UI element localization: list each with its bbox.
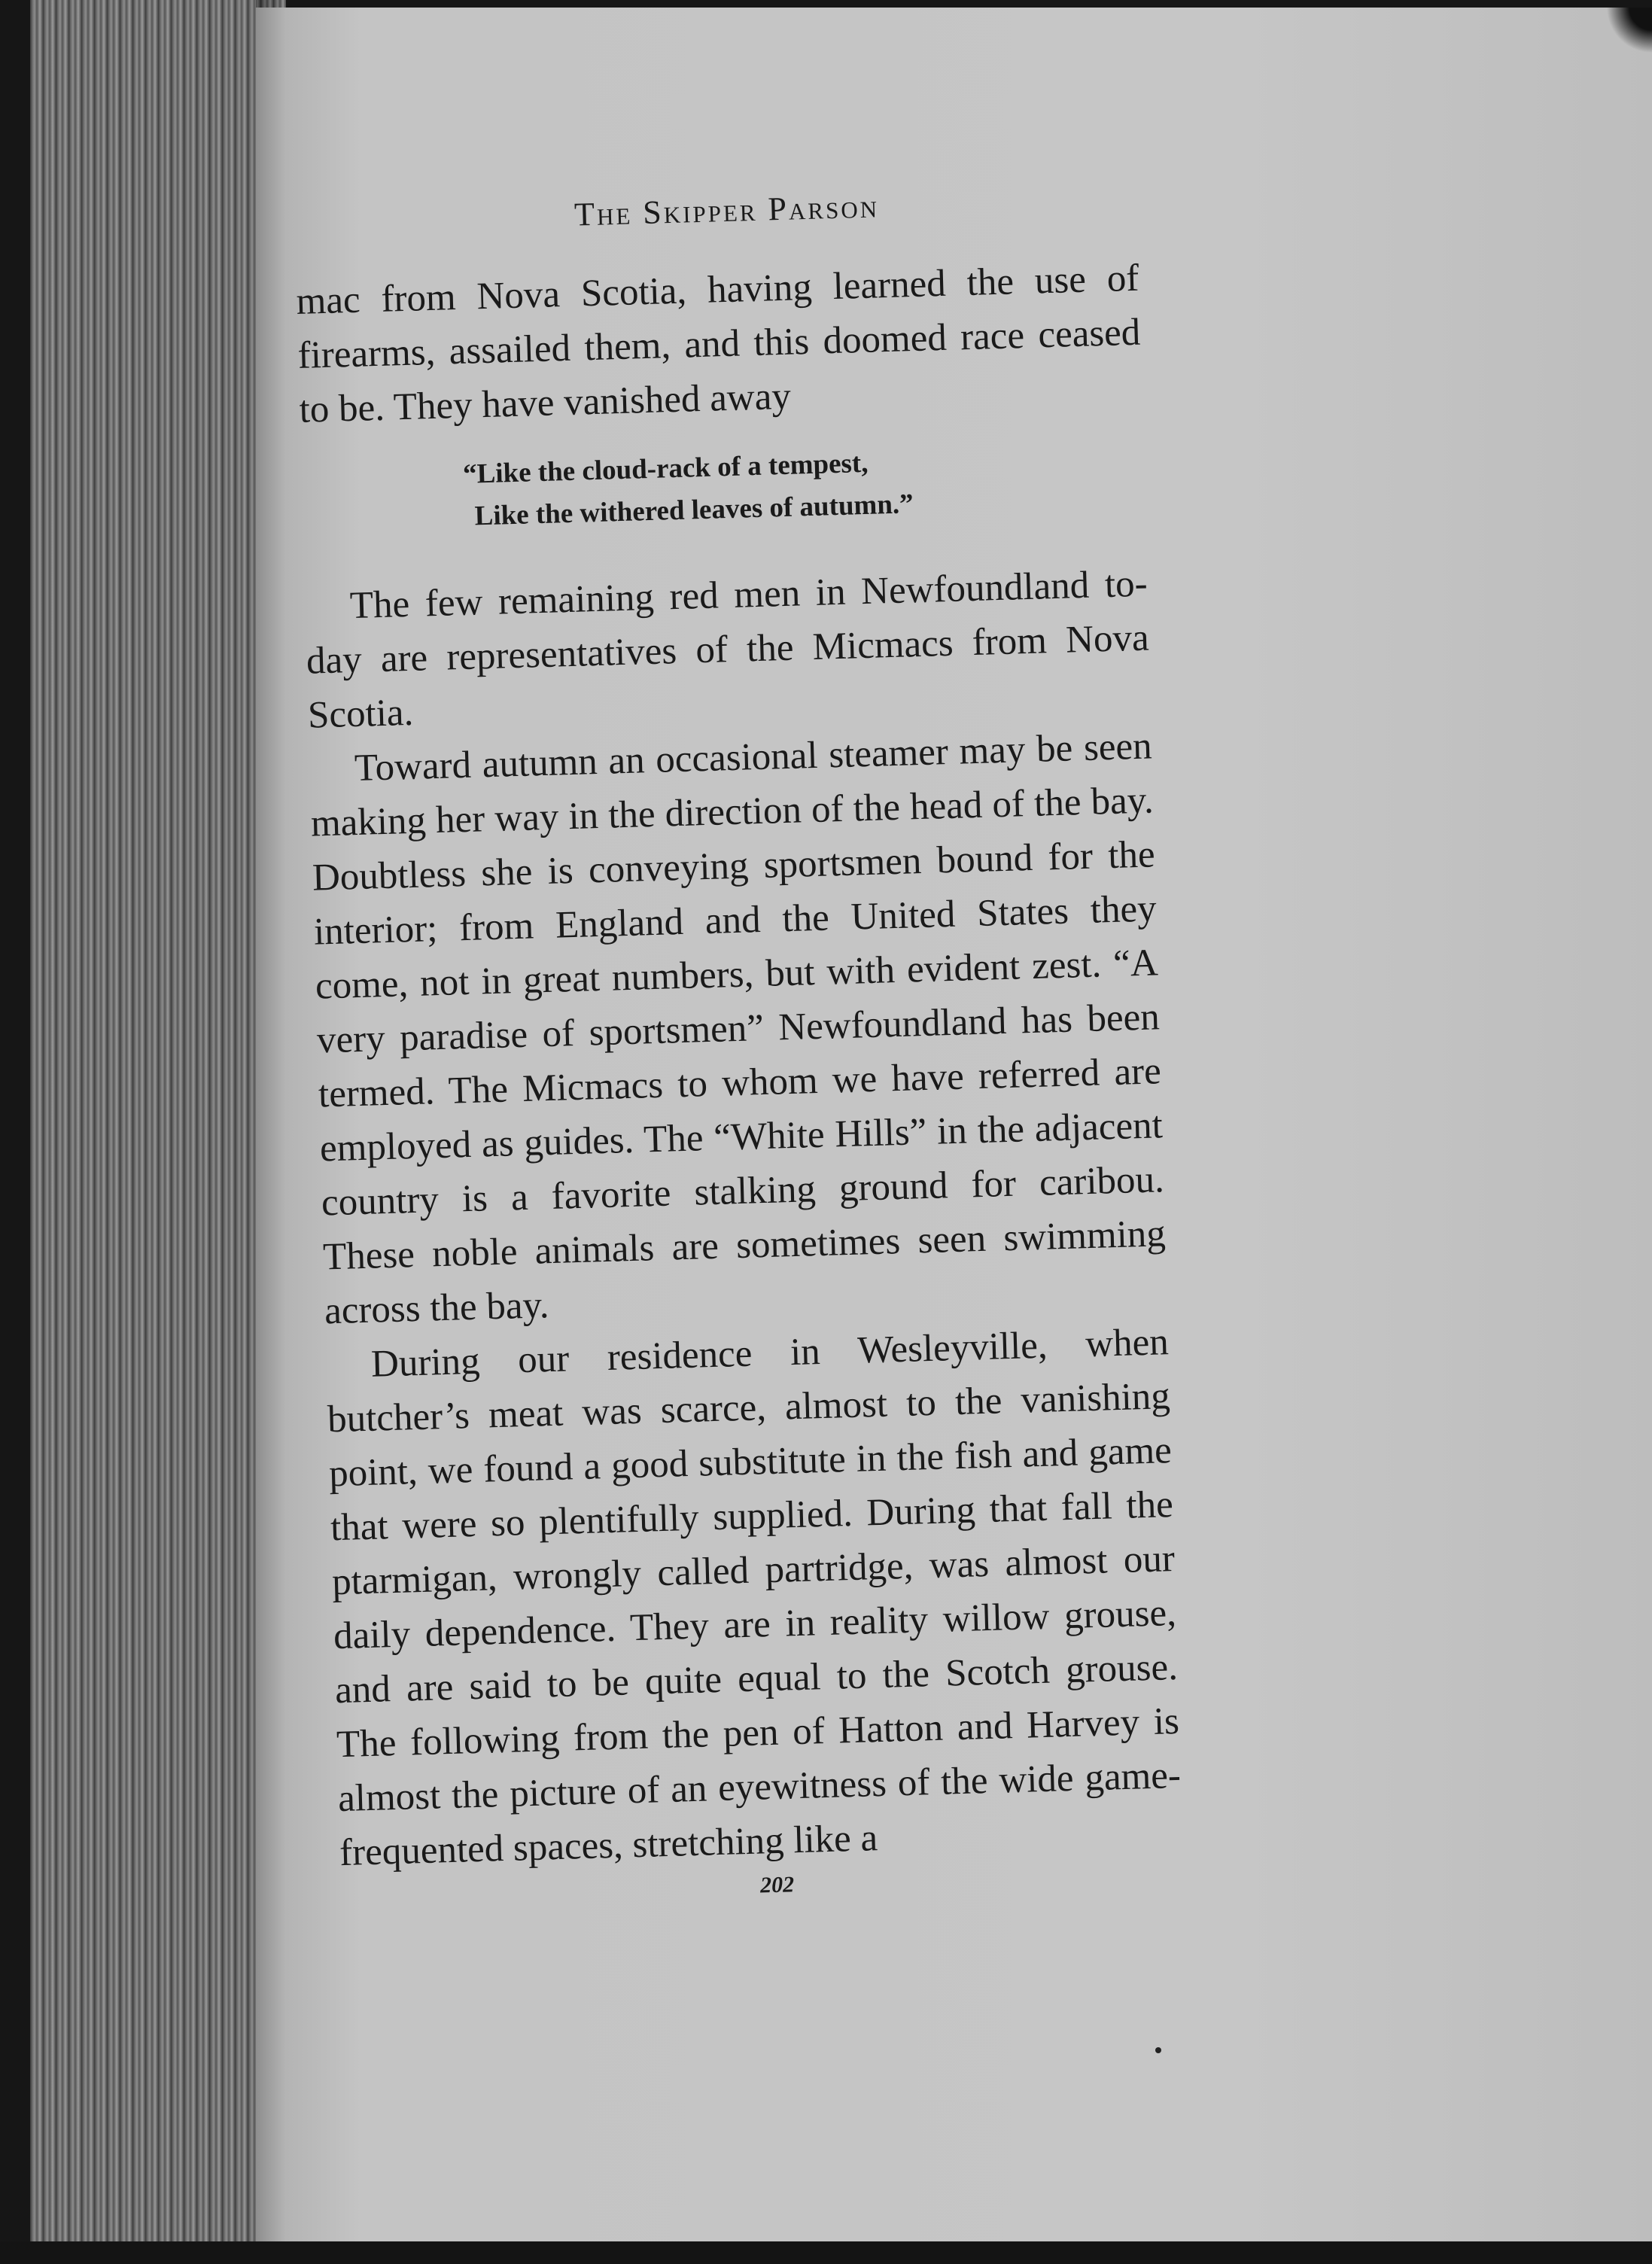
paragraph-opening: mac from Nova Scotia, having learned the use of firearms, assailed them, and this doomed race ceased to be. They have vanished away	[295, 257, 1142, 431]
running-head: The Skipper Parson	[573, 187, 880, 233]
page-number: 202	[759, 1872, 795, 1898]
text-block	[294, 180, 1184, 1910]
paragraph-steamer: Toward autumn an occasional steamer may be seen making her way in the direction of the head of the bay. Doubtless she is conveying sportsmen bound for the interior; from England and the United States they come, not in great numbers, but with evident zest. “A very paradise of sportsmen” Newfoundland has been termed. The Micmacs to whom we have referred are employed as guides. The “White Hills” in the adjacent country is a favorite stalking ground for caribou. These noble animals are sometimes seen swimming across the bay.	[310, 725, 1167, 1333]
verse-line-1: “Like the cloud-rack of a tempest,	[462, 447, 869, 490]
verse-quote	[462, 435, 1145, 538]
paragraph-micmacs: The few remaining red men in Newfoundland to-day are representatives of the Micmacs from Nova Scotia.	[306, 562, 1150, 737]
verse-line-2: Like the withered leaves of autumn.”	[474, 488, 914, 532]
paragraph-wesleyville: During our residence in Wesleyville, when butcher’s meat was scarce, almost to the vanishing point, we found a good substitute in the fish and game that were so plentifully supplied. During that fall the ptarmigan, wrongly called partridge, was almost our daily dependence. They are in reality willow grouse, and are said to be quite equal to the Scotch grouse. The following from the pen of Hatton and Harvey is almost the picture of an eyewitness of the wide game-frequented spaces, stretching like a	[327, 1321, 1182, 1875]
ink-speck	[1155, 2047, 1161, 2053]
bottom-shadow	[0, 2241, 1652, 2264]
corner-shadow	[1607, 8, 1652, 53]
page-edges	[30, 0, 286, 2250]
